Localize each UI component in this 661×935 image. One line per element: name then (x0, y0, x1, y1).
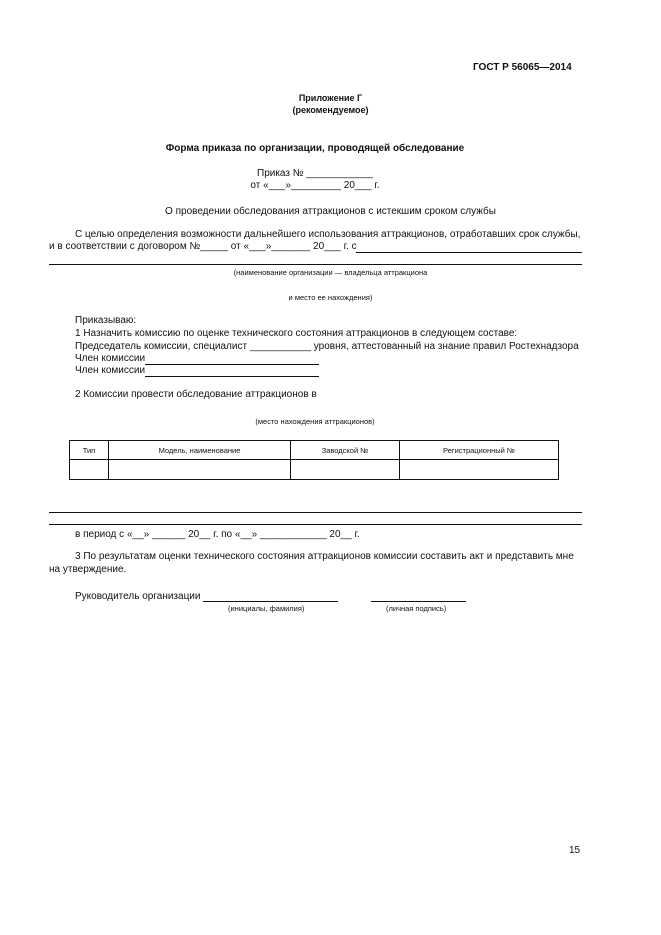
order-subject: О проведении обследования аттракционов с истекшим сроком службы (165, 206, 496, 217)
organization-caption-2: и место ее нахождения) (288, 293, 373, 302)
column-header: Регистрационный № (400, 441, 559, 460)
period-line: в период с «__» ______ 20__ г. по «__» ____________ 20__ г. (75, 529, 360, 540)
organization-fill-line (49, 264, 582, 265)
table-cell (400, 460, 559, 480)
order-date-line: от «___»_________ 20___ г. (250, 180, 380, 191)
member-2-fill-line (145, 376, 319, 377)
name-fill-line (203, 601, 338, 602)
orders-heading: Приказываю: (75, 315, 137, 326)
blank-fill-line (49, 524, 582, 525)
page-number: 15 (569, 845, 581, 856)
table-cell (109, 460, 291, 480)
appendix-title: Приложение Г (298, 93, 363, 103)
order-item-1: 1 Назначить комиссию по оценке технического состояния аттракционов в следующем составе: (75, 328, 518, 339)
signature-label: Руководитель организации (75, 591, 201, 602)
order-item-3-line-2: на утверждение. (49, 564, 127, 575)
location-caption: (место нахождения аттракционов) (255, 417, 375, 426)
table-row (70, 460, 559, 480)
table-header-row (70, 441, 559, 460)
order-item-3-line-1: 3 По результатам оценки технического состояния аттракционов комиссии составить акт и представить мне (75, 551, 574, 562)
intro-line-2: и в соответствии с договором №_____ от «___»_______ 20___ г. с (49, 241, 357, 252)
signature-caption: (личная подпись) (386, 604, 447, 613)
member-1-label: Член комиссии (75, 353, 146, 364)
order-number-line: Приказ № ____________ (257, 168, 373, 179)
attractions-table (69, 440, 559, 480)
column-header: Тип (70, 441, 109, 460)
standard-code: ГОСТ Р 56065—2014 (473, 62, 572, 73)
organization-caption-1: (наименование организации — владельца аттракциона (233, 268, 428, 277)
name-caption: (инициалы, фамилия) (228, 604, 305, 613)
appendix-subtitle: (рекомендуемое) (292, 105, 369, 115)
member-1-fill-line (145, 364, 319, 365)
form-title: Форма приказа по организации, проводящей обследование (165, 143, 465, 154)
column-header: Заводской № (291, 441, 400, 460)
intro-line-1: С целью определения возможности дальнейшего использования аттракционов, отработавших срок службы, (75, 229, 581, 240)
blank-fill-line (49, 512, 582, 513)
signature-fill-line (371, 601, 466, 602)
contractor-fill-line (356, 252, 582, 253)
column-header: Модель, наименование (109, 441, 291, 460)
table-cell (291, 460, 400, 480)
table-cell (70, 460, 109, 480)
member-2-label: Член комиссии (75, 365, 146, 376)
order-item-2: 2 Комиссии провести обследование аттракционов в (75, 389, 317, 400)
chairman-line: Председатель комиссии, специалист ___________ уровня, аттестованный на знание правил Ростехнадзора (75, 341, 579, 352)
